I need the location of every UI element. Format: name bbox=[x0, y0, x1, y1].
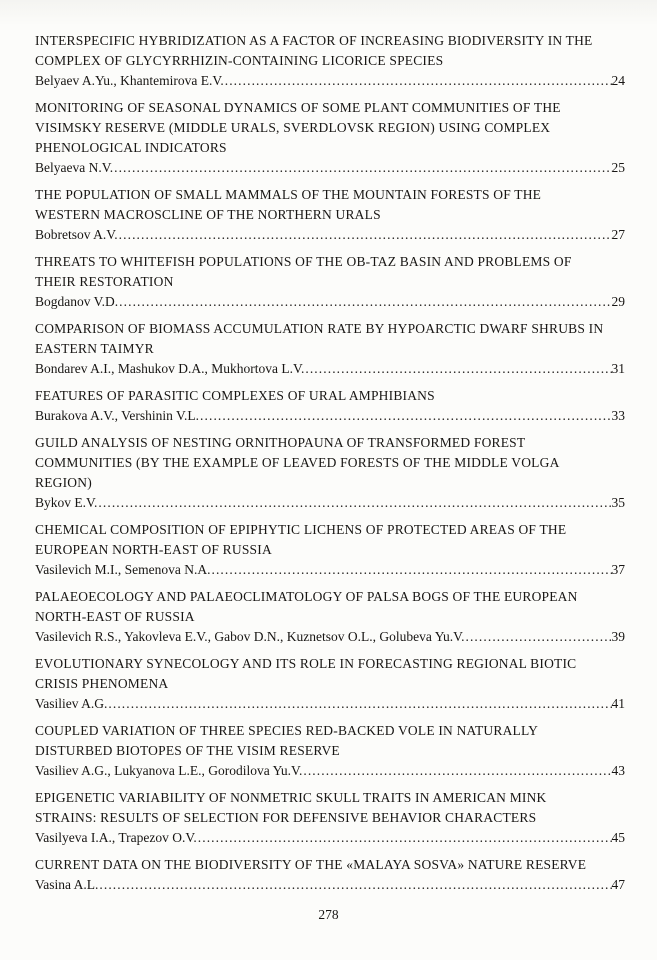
page-footer bbox=[0, 905, 657, 925]
toc-entry-page-number: 43 bbox=[611, 763, 625, 778]
toc-entry-title: THE POPULATION OF SMALL MAMMALS OF THE MOUNTAIN FORESTS OF THE WESTERN MACROSCLINE OF THE NORTHERN URALS bbox=[35, 187, 542, 222]
toc-entry-page-number: 45 bbox=[611, 830, 625, 845]
dot-leader bbox=[119, 292, 611, 312]
toc-entry-page-number: 27 bbox=[611, 227, 625, 242]
toc-entry-page-number: 24 bbox=[611, 73, 625, 88]
dot-leader bbox=[108, 694, 611, 714]
toc-entry-authors: Vasiliev A.G. bbox=[35, 696, 108, 711]
toc-entry-title: PALAEOECOLOGY AND PALAEOCLIMATOLOGY OF PALSA BOGS OF THE EUROPEAN NORTH-EAST OF RUSSIA bbox=[35, 589, 578, 624]
toc-entry-authors-row bbox=[35, 694, 625, 714]
toc-entry-authors: Belyaev A.Yu., Khantemirova E.V. bbox=[35, 73, 224, 88]
toc-entry-authors-row bbox=[35, 359, 625, 379]
toc-entry-authors: Bogdanov V.D. bbox=[35, 294, 119, 309]
page-number: 278 bbox=[318, 907, 339, 922]
toc-entry bbox=[35, 185, 625, 245]
toc-entry-authors: Bobretsov A.V. bbox=[35, 227, 118, 242]
toc-entry bbox=[35, 520, 625, 580]
toc-entry-authors-row bbox=[35, 406, 625, 426]
toc-entry-authors-row bbox=[35, 71, 625, 91]
toc-entry-authors: Burakova A.V., Vershinin V.L. bbox=[35, 408, 200, 423]
toc-entry bbox=[35, 433, 625, 513]
toc-entry-authors-row bbox=[35, 225, 625, 245]
toc-entry-title: COMPARISON OF BIOMASS ACCUMULATION RATE BY HYPOARCTIC DWARF SHRUBS IN EASTERN TAIMYR bbox=[35, 321, 604, 356]
dot-leader bbox=[200, 406, 611, 426]
toc-entry-page-number: 47 bbox=[611, 877, 625, 892]
dot-leader bbox=[225, 71, 612, 91]
toc-entry-authors-row bbox=[35, 828, 625, 848]
dot-leader bbox=[98, 493, 611, 513]
toc-entry-title: CURRENT DATA ON THE BIODIVERSITY OF THE «MALAYA SOSVA» NATURE RESERVE bbox=[35, 857, 587, 872]
toc-entry-page-number: 29 bbox=[611, 294, 625, 309]
toc-entry-title: COUPLED VARIATION OF THREE SPECIES RED-BACKED VOLE IN NATURALLY DISTURBED BIOTOPES OF THE VISIM RESERVE bbox=[35, 723, 538, 758]
toc-entry bbox=[35, 319, 625, 379]
dot-leader bbox=[114, 158, 611, 178]
toc-entry bbox=[35, 252, 625, 312]
toc-entry-authors: Vasina A.L. bbox=[35, 877, 99, 892]
toc-entry-authors-row bbox=[35, 560, 625, 580]
toc-entry-page-number: 35 bbox=[611, 495, 625, 510]
toc-entry-authors: Vasilyeva I.A., Trapezov O.V. bbox=[35, 830, 197, 845]
toc-entry-page-number: 31 bbox=[611, 361, 625, 376]
toc-entry-title: THREATS TO WHITEFISH POPULATIONS OF THE OB-TAZ BASIN AND PROBLEMS OF THEIR RESTORATION bbox=[35, 254, 572, 289]
dot-leader bbox=[303, 761, 611, 781]
toc-entry-title: CHEMICAL COMPOSITION OF EPIPHYTIC LICHENS OF PROTECTED AREAS OF THE EUROPEAN NORTH-EAST OF RUSSIA bbox=[35, 522, 567, 557]
toc-entry bbox=[35, 721, 625, 781]
toc-entry-authors: Vasiliev A.G., Lukyanova L.E., Gorodilova Yu.V. bbox=[35, 763, 303, 778]
toc-entry-authors: Bondarev A.I., Mashukov D.A., Mukhortova L.V. bbox=[35, 361, 305, 376]
toc-entry-title: EVOLUTIONARY SYNECOLOGY AND ITS ROLE IN FORECASTING REGIONAL BIOTIC CRISIS PHENOMENA bbox=[35, 656, 577, 691]
toc-entry-title: EPIGENETIC VARIABILITY OF NONMETRIC SKULL TRAITS IN AMERICAN MINK STRAINS: RESULTS OF SELECTION FOR DEFENSIVE BEHAVIOR CHARACTERS bbox=[35, 790, 547, 825]
toc-entry-authors: Bykov E.V. bbox=[35, 495, 98, 510]
toc-entry-authors-row bbox=[35, 627, 625, 647]
toc-entry bbox=[35, 788, 625, 848]
toc-entry-authors-row bbox=[35, 158, 625, 178]
toc-entry-title: MONITORING OF SEASONAL DYNAMICS OF SOME PLANT COMMUNITIES OF THE VISIMSKY RESERVE (MIDDLE URALS, SVERDLOVSK REGION) USING COMPLEX PHENOLOGICAL INDICATORS bbox=[35, 100, 561, 155]
toc-entry-title: GUILD ANALYSIS OF NESTING ORNITHOPAUNA OF TRANSFORMED FOREST COMMUNITIES (BY THE EXAMPLE OF LEAVED FORESTS OF THE MIDDLE VOLGA REGION) bbox=[35, 435, 559, 490]
toc-entry-authors: Vasilevich M.I., Semenova N.A. bbox=[35, 562, 211, 577]
toc-entry bbox=[35, 587, 625, 647]
dot-leader bbox=[465, 627, 611, 647]
toc-entry-authors: Vasilevich R.S., Yakovleva E.V., Gabov D.N., Kuznetsov O.L., Golubeva Yu.V. bbox=[35, 629, 465, 644]
toc-entry-page-number: 41 bbox=[611, 696, 625, 711]
toc-entry bbox=[35, 98, 625, 178]
dot-leader bbox=[99, 875, 611, 895]
toc-entry-page-number: 25 bbox=[611, 160, 625, 175]
dot-leader bbox=[305, 359, 611, 379]
toc-entry-page-number: 39 bbox=[611, 629, 625, 644]
toc-entry-authors-row bbox=[35, 761, 625, 781]
dot-leader bbox=[119, 225, 612, 245]
toc-entry-page-number: 37 bbox=[611, 562, 625, 577]
toc-entry bbox=[35, 654, 625, 714]
toc-entry-title: FEATURES OF PARASITIC COMPLEXES OF URAL AMPHIBIANS bbox=[35, 388, 435, 403]
toc-entry-authors-row bbox=[35, 493, 625, 513]
toc-entry bbox=[35, 855, 625, 895]
toc-entry-title: INTERSPECIFIC HYBRIDIZATION AS A FACTOR OF INCREASING BIODIVERSITY IN THE COMPLEX OF GLYCYRRHIZIN-CONTAINING LICORICE SPECIES bbox=[35, 33, 593, 68]
toc-entry-authors-row bbox=[35, 875, 625, 895]
dot-leader bbox=[211, 560, 611, 580]
toc-entry-authors-row bbox=[35, 292, 625, 312]
toc-entry bbox=[35, 31, 625, 91]
dot-leader bbox=[198, 828, 612, 848]
toc-entry-authors: Belyaeva N.V. bbox=[35, 160, 114, 175]
toc-entry-page-number: 33 bbox=[611, 408, 625, 423]
toc-entry bbox=[35, 386, 625, 426]
